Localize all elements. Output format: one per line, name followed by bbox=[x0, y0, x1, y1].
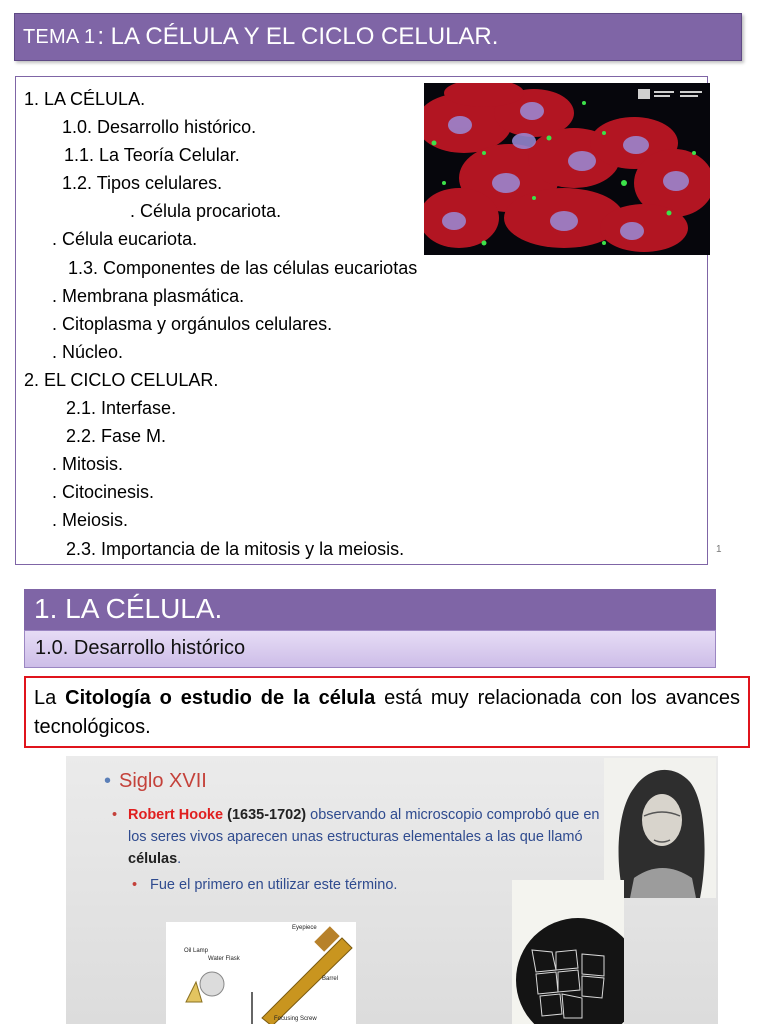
outline-item: . Membrana plasmática. bbox=[52, 285, 245, 306]
cork-cells-drawing bbox=[512, 880, 624, 1024]
outline-list bbox=[24, 85, 417, 563]
outline-item: 1.2. Tipos celulares. bbox=[62, 173, 223, 194]
first-line-text: Fue el primero en utilizar este término. bbox=[150, 877, 398, 893]
dash-icon: • bbox=[112, 807, 118, 823]
page-number: 1 bbox=[716, 544, 722, 555]
siglo-text: Siglo XVII bbox=[119, 770, 207, 792]
microscope-label-0: Eyepiece bbox=[292, 925, 317, 931]
outline-item: . Núcleo. bbox=[52, 341, 124, 362]
outline-item: . Citoplasma y orgánulos celulares. bbox=[52, 313, 333, 334]
microscope-label-3: Barrel bbox=[322, 976, 339, 982]
intro-pre: La bbox=[34, 687, 66, 709]
outline-item: . Mitosis. bbox=[52, 454, 124, 475]
slide2-subtitle-bar bbox=[24, 630, 716, 668]
intro-bold: Citología o estudio de la célula bbox=[65, 687, 376, 709]
first-term-line bbox=[132, 877, 398, 893]
outline-item: 1.0. Desarrollo histórico. bbox=[62, 117, 257, 138]
slide2-title: 1. LA CÉLULA. bbox=[34, 593, 223, 624]
outline-item: 2. EL CICLO CELULAR. bbox=[24, 369, 219, 390]
hooke-text: observando al microscopio comprobó que en los seres vivos aparecen unas estructuras elementales a las que llamó bbox=[128, 807, 600, 845]
slide2-subtitle: 1.0. Desarrollo histórico bbox=[35, 637, 246, 659]
outline-item: 1. LA CÉLULA. bbox=[24, 89, 146, 109]
outline-item: 1.1. La Teoría Celular. bbox=[64, 145, 240, 166]
outline-item: . Célula eucariota. bbox=[52, 229, 198, 250]
intro-post: está muy relacionada con los avances tecnológicos. bbox=[34, 687, 740, 738]
outline-item: 2.1. Interfase. bbox=[66, 398, 177, 419]
hooke-paragraph bbox=[112, 804, 608, 870]
microscope-label-1: Oil Lamp bbox=[184, 948, 209, 954]
hooke-slide-image bbox=[66, 756, 718, 1024]
slide1-title-prefix: TEMA 1 bbox=[23, 25, 96, 48]
intro-box bbox=[24, 676, 750, 748]
outline-item: . Citocinesis. bbox=[52, 482, 155, 503]
microscope-diagram bbox=[166, 922, 356, 1024]
outline-item: 2.3. Importancia de la mitosis y la meiosis. bbox=[66, 538, 405, 559]
slide1-content-box bbox=[15, 76, 708, 565]
slide1-title-main: : LA CÉLULA Y EL CICLO CELULAR. bbox=[97, 23, 499, 50]
microscope-label-4: Focusing Screw bbox=[274, 1016, 317, 1022]
outline-item: . Meiosis. bbox=[52, 510, 129, 531]
siglo-heading bbox=[104, 770, 207, 793]
outline-item: 1.3. Componentes de las células eucariotas bbox=[68, 257, 418, 278]
bullet-icon: • bbox=[104, 770, 112, 792]
hooke-portrait-image bbox=[604, 758, 716, 898]
hooke-name: Robert Hooke bbox=[128, 807, 224, 823]
hooke-end: . bbox=[177, 851, 182, 867]
hooke-bold: células bbox=[128, 851, 178, 867]
outline-item: . Célula procariota. bbox=[130, 201, 282, 222]
hooke-years: (1635-1702) bbox=[227, 807, 307, 823]
cell-fluorescence-photo bbox=[424, 83, 710, 255]
dash-icon: • bbox=[132, 877, 138, 893]
microscope-label-2: Water Flask bbox=[208, 956, 240, 962]
outline-item: 2.2. Fase M. bbox=[66, 426, 167, 447]
slide2-title-bar bbox=[24, 589, 716, 633]
slide1-title-bar bbox=[14, 13, 742, 61]
